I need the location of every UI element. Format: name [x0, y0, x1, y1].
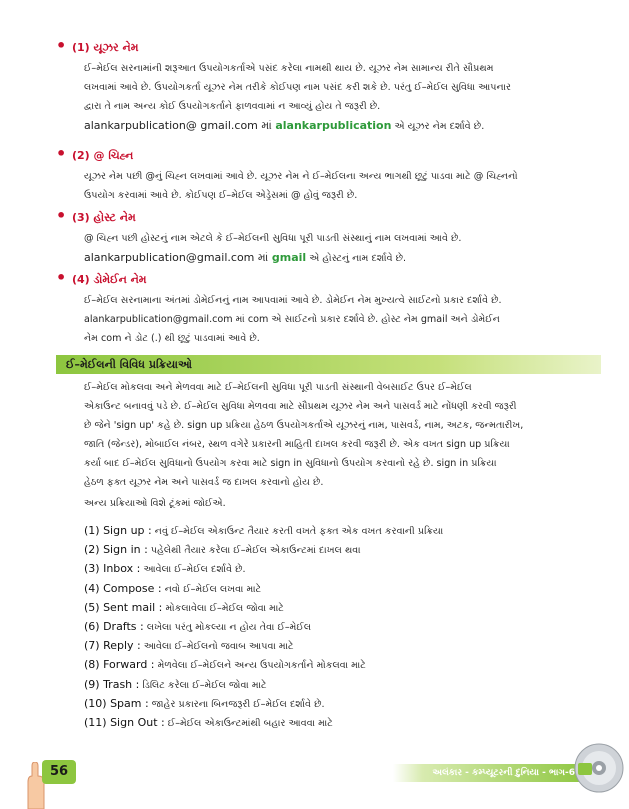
example-pre: alankarpublication@gmail.com માં: [84, 251, 272, 264]
list-term: (3) Inbox :: [84, 562, 141, 576]
list-term: (5) Sent mail :: [84, 600, 163, 614]
body-line: એકાઉન્ટ બનાવવું પડે છે. ઈ–મેઈલ સુવિધા મેળવવા માટે સૌપ્રથમ યૂઝર નેમ અને પાસવર્ડ માટે નોંધણી કરવી જરૂરી: [84, 401, 517, 412]
body-line: કર્યા બાદ ઈ–મેઈલ સુવિધાનો ઉપયોગ કરવા માટે sign in સુવિધાનો ઉપયોગ કરવાનો રહે છે. sign in પ્રક્રિયા: [84, 458, 497, 469]
cd-icon: [574, 743, 624, 793]
page-number: 56: [42, 760, 76, 784]
list-term: (6) Drafts :: [84, 619, 144, 633]
section-body: [84, 59, 601, 136]
list-term: (2) Sign in :: [84, 543, 148, 557]
body-line: લખવામાં આવે છે. ઉપયોગકર્તા યૂઝર નેમ તરીકે કોઈપણ નામ પસંદ કરી શકે છે. પરંતુ ઈ–મેઈલ સુવિધા આપનાર: [84, 82, 511, 93]
list-desc: આવેલા ઈ–મેઈલનો જવાબ આપવા માટે: [143, 641, 294, 653]
section-domain-name: [56, 272, 601, 348]
body-line: ઈ–મેઈલ સરનામાંની શરૂઆત ઉપયોગકર્તાએ પસંદ કરેલા નામથી થાય છે. યૂઝર નેમ સામાન્ય રીતે સૌપ્રથમ: [84, 63, 494, 74]
process-list: [84, 521, 443, 732]
list-term: (9) Trash :: [84, 677, 140, 691]
section-body: [84, 291, 601, 348]
list-item: [84, 636, 443, 655]
list-item: [84, 559, 443, 578]
list-item: [84, 521, 443, 540]
example-highlight: alankarpublication: [275, 119, 392, 132]
body-line: ઉપયોગ કરવામાં આવે છે. કોઈપણ ઈ–મેઈલ એડ્રેસમાં @ હોવું જરૂરી છે.: [84, 190, 358, 201]
list-desc: પહેલેથી તૈયાર કરેલા ઈ–મેઈલ એકાઉન્ટમાં દાખલ થવા: [150, 545, 361, 557]
list-item: [84, 579, 443, 598]
body-line: દ્વારા તે નામ અન્ય કોઈ ઉપયોગકર્તાને ફાળવવામાં ન આવ્યું હોય તે જરૂરી છે.: [84, 101, 381, 112]
body-line: જાતિ (જેન્ડર), મોબાઈલ નંબર, સ્થળ વગેરે પ્રકારની માહિતી દાખલ કરવી જરૂરી છે. એક વખત sign up પ્રક્રિયા: [84, 439, 510, 450]
list-term: (1) Sign up :: [84, 524, 152, 537]
list-term: (11) Sign Out :: [84, 715, 165, 729]
section-at-sign: [56, 148, 601, 205]
list-desc: નવું ઈ–મેઈલ એકાઉન્ટ તૈયાર કરતી વખતે ફક્ત એક વખત કરવાની પ્રક્રિયા: [154, 526, 444, 537]
section-hostname: [56, 210, 601, 268]
list-desc: આવેલા ઈ–મેઈલ દર્શાવે છે.: [143, 564, 246, 576]
list-term: (8) Forward :: [84, 658, 155, 672]
body-line: છે જેને 'sign up' કહે છે. sign up પ્રક્રિયા હેઠળ ઉપયોગકર્તાએ યૂઝરનું નામ, પાસવર્ડ, નામ, અટક, જન્મતારીખ,: [84, 420, 524, 431]
section-title: • (4) ડોમેઈન નેમ: [56, 272, 601, 287]
list-desc: જાહેર પ્રકારના બિનજરૂરી ઈ–મેઈલ દર્શાવે છે.: [151, 698, 325, 710]
section-title: • (1) યૂઝર નેમ: [56, 40, 601, 55]
section-body: [84, 229, 601, 268]
section-title: • (2) @ ચિહ્ન: [56, 148, 601, 163]
list-term: (7) Reply :: [84, 639, 141, 653]
footer-book-title: અલંકાર - કમ્પ્યૂટરની દુનિયા - ભાગ-6: [393, 764, 589, 782]
example-highlight: gmail: [271, 251, 307, 264]
section-body: [84, 167, 601, 205]
body-line: યૂઝર નેમ પછી @નું ચિહ્ન લખવામાં આવે છે. યૂઝર નેમ ને ઈ–મેઈલના અન્ય ભાગથી છૂટું પાડવા માટે @ ચિહ્નનો: [84, 171, 518, 182]
list-term: (10) Spam :: [84, 696, 149, 710]
body-line: ઈ–મેઈલ સરનામાના અંતમાં ડોમેઈનનું નામ આપવામાં આવે છે. ડોમેઈન નેમ મુખ્યત્વે સાઈટનો પ્રકાર દર્શાવે છે.: [84, 295, 502, 306]
list-item: [84, 655, 443, 674]
body-line: ઈ–મેઈલ મોકલવા અને મેળવવા માટે ઈ–મેઈલની સુવિધા પૂરી પાડતી સંસ્થાની વેબસાઈટ ઉપર ઈ–મેઈલ: [84, 382, 472, 393]
body-line: alankarpublication@gmail.com માં com એ સાઈટનો પ્રકાર દર્શાવે છે. હોસ્ટ નેમ gmail અને ડોમેઈન: [84, 314, 500, 325]
body-line: હેઠળ ફક્ત યૂઝર નેમ અને પાસવર્ડ જ દાખલ કરવાનો હોય છે.: [84, 477, 324, 488]
list-item: [84, 540, 443, 559]
example-line: [84, 116, 601, 136]
example-post: એ હોસ્ટનું નામ દર્શાવે છે.: [306, 253, 407, 264]
list-intro: અન્ય પ્રક્રિયાઓ વિશે ટૂંકમાં જોઈએ.: [84, 498, 226, 509]
list-item: [84, 617, 443, 636]
section-username: [56, 40, 601, 136]
body-line: નેમ com ને ડોટ (.) થી છૂટું પાડવામાં આવે છે.: [84, 333, 260, 344]
body-line: @ ચિહ્ન પછી હોસ્ટનું નામ એટલે કે ઈ–મેઈલની સુવિધા પૂરી પાડતી સંસ્થાનું નામ લખવામાં આવે છે.: [84, 233, 462, 244]
list-desc: ડિલિટ કરેલા ઈ–મેઈલ જોવા માટે: [142, 679, 267, 691]
body-paragraph: [84, 378, 601, 492]
list-desc: ઈ–મેઈલ એકાઉન્ટમાંથી બહાર આવવા માટે: [167, 717, 333, 729]
list-desc: લખેલા પરંતુ મોકલ્યા ન હોય તેવા ઈ–મેઈલ: [146, 621, 312, 633]
example-line: [84, 248, 601, 268]
example-post: એ યૂઝર નેમ દર્શાવે છે.: [391, 121, 485, 132]
list-item: [84, 713, 443, 732]
list-desc: મેળવેલા ઈ–મેઈલને અન્ય ઉપયોગકર્તાને મોકલવા માટે: [157, 660, 366, 672]
list-desc: નવો ઈ–મેઈલ લખવા માટે: [164, 583, 262, 595]
list-item: [84, 598, 443, 617]
section-title: • (3) હોસ્ટ નેમ: [56, 210, 601, 225]
section-heading-bar: ઈ–મેઈલની વિવિધ પ્રક્રિયાઓ: [56, 355, 601, 374]
list-term: (4) Compose :: [84, 581, 162, 595]
list-desc: મોકલાવેલા ઈ–મેઈલ જોવા માટે: [165, 602, 284, 614]
list-item: [84, 694, 443, 713]
example-pre: alankarpublication@ gmail.com માં: [84, 119, 276, 132]
list-item: [84, 675, 443, 694]
